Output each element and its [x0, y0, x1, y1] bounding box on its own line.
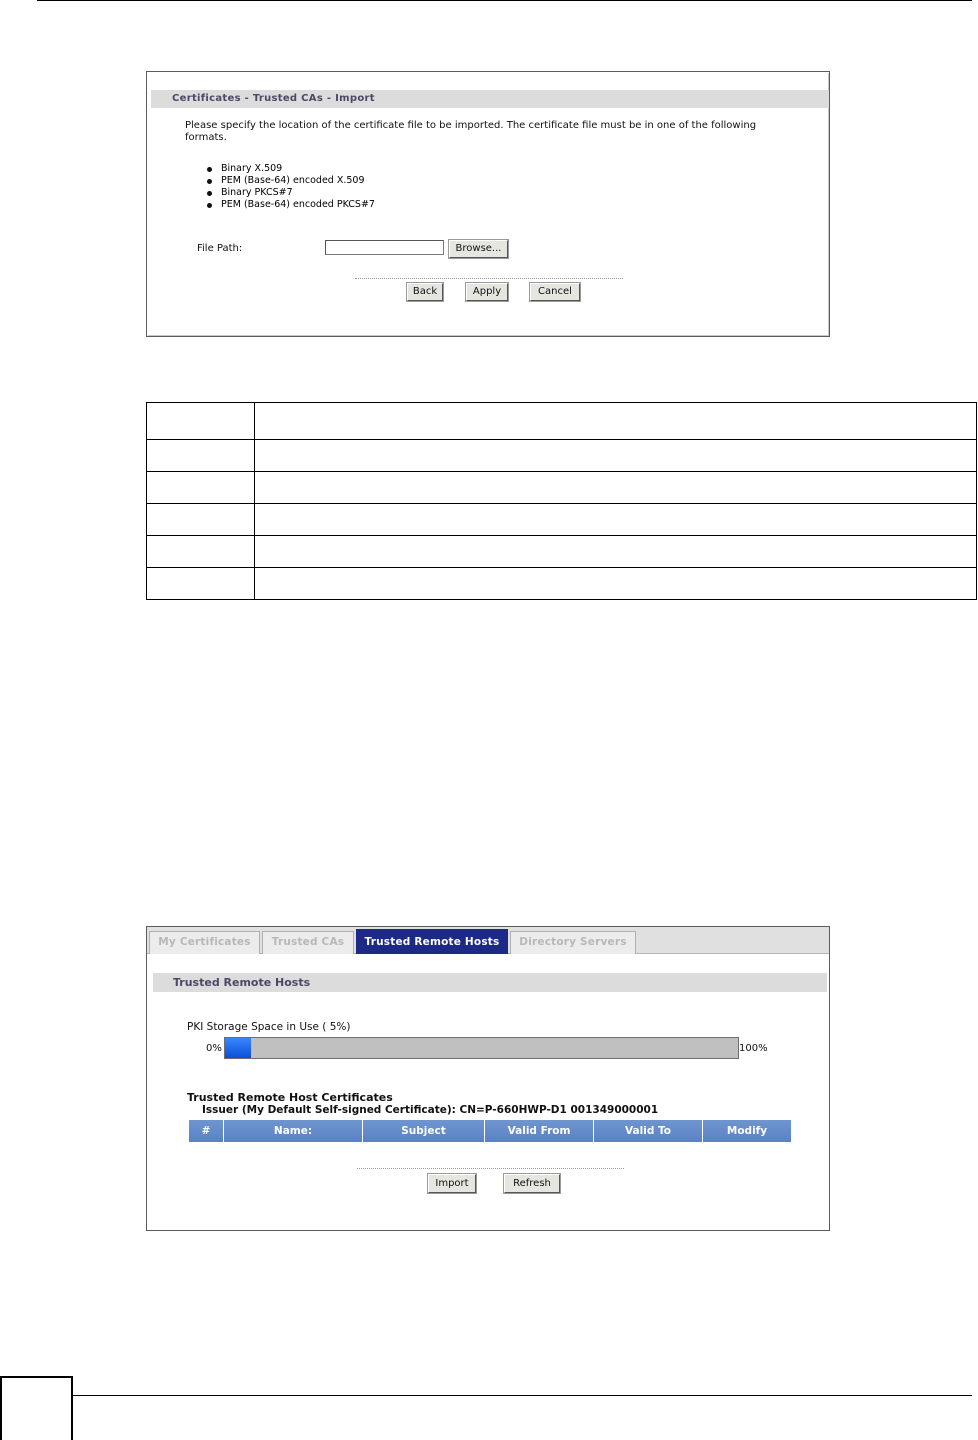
divider [357, 1168, 624, 1169]
table-row [147, 568, 977, 600]
table-cell [255, 504, 977, 536]
issuer-line: Issuer (My Default Self-signed Certificate): CN=P-660HWP-D1 001349000001 [202, 1104, 659, 1116]
pki-usage-fill [225, 1038, 251, 1058]
table-cell [255, 472, 977, 504]
format-item: Binary X.509 [205, 163, 375, 175]
tab-bar [147, 927, 829, 954]
format-item: PEM (Base-64) encoded X.509 [205, 175, 375, 187]
page-number-box [0, 1376, 73, 1440]
min-percent-label: 0% [206, 1043, 222, 1054]
table-header-cell [255, 403, 977, 440]
tab-trusted-remote-hosts[interactable]: Trusted Remote Hosts [356, 929, 508, 954]
file-path-input[interactable] [325, 240, 444, 255]
table-cell [255, 440, 977, 472]
refresh-button[interactable]: Refresh [504, 1174, 560, 1193]
format-item: PEM (Base-64) encoded PKCS#7 [205, 199, 375, 211]
table-cell [147, 504, 255, 536]
divider [355, 278, 623, 279]
table-cell [255, 568, 977, 600]
table-cell [147, 472, 255, 504]
bullet-icon [207, 179, 212, 184]
column-header-name: Name: [224, 1120, 363, 1142]
bullet-icon [207, 167, 212, 172]
column-header-modify: Modify [703, 1120, 792, 1142]
table-cell [147, 536, 255, 568]
apply-button[interactable]: Apply [466, 283, 508, 301]
table-row [147, 504, 977, 536]
browse-button[interactable]: Browse... [449, 240, 508, 258]
format-item: Binary PKCS#7 [205, 187, 375, 199]
column-header-valid-from: Valid From [485, 1120, 594, 1142]
tab-directory-servers[interactable]: Directory Servers [510, 931, 636, 954]
tab-trusted-cas[interactable]: Trusted CAs [262, 931, 354, 954]
pki-storage-label: PKI Storage Space in Use ( 5%) [187, 1021, 351, 1033]
column-header-index: # [189, 1120, 224, 1142]
bullet-icon [207, 203, 212, 208]
table-cell [147, 440, 255, 472]
cancel-button[interactable]: Cancel [530, 283, 580, 301]
import-certificate-panel [146, 71, 830, 337]
section-title: Trusted Remote Hosts [153, 973, 827, 992]
panel-title: Certificates - Trusted CAs - Import [151, 90, 829, 108]
column-header-subject: Subject [363, 1120, 485, 1142]
table-header-row [147, 403, 977, 440]
certificates-title: Trusted Remote Host Certificates [187, 1091, 393, 1104]
table-header-cell [147, 403, 255, 440]
max-percent-label: 100% [739, 1043, 768, 1054]
column-header-valid-to: Valid To [594, 1120, 703, 1142]
bullet-icon [207, 191, 212, 196]
trusted-remote-hosts-panel [146, 926, 830, 1231]
back-button[interactable]: Back [407, 283, 443, 301]
table-cell [255, 536, 977, 568]
tab-my-certificates[interactable]: My Certificates [149, 931, 260, 954]
pki-usage-bar [224, 1037, 739, 1059]
file-path-label: File Path: [197, 243, 243, 254]
table-row [147, 472, 977, 504]
import-description: Please specify the location of the certificate file to be imported. The certificate file must be in one of the following formats. [185, 120, 757, 143]
table-row [147, 440, 977, 472]
footer-rule [73, 1395, 972, 1396]
format-list [205, 163, 375, 211]
table-row [147, 536, 977, 568]
import-button[interactable]: Import [428, 1174, 476, 1193]
table-cell [147, 568, 255, 600]
page-top-rule [37, 0, 972, 1]
field-description-table [146, 402, 977, 600]
